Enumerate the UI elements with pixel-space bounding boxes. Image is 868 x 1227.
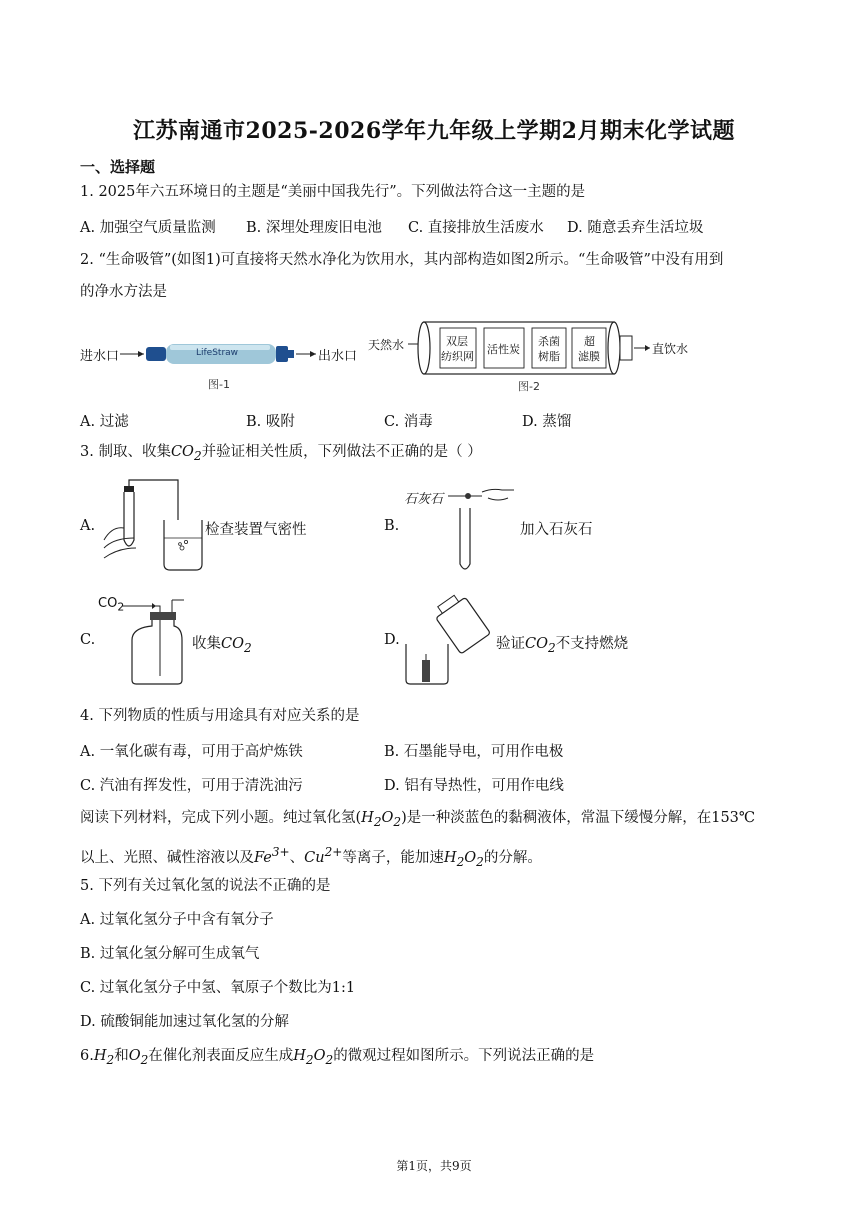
q4-option-c: C. 汽油有挥发性，可用于清洗油污: [80, 778, 303, 794]
q5-option-b: B. 过氧化氢分解可生成氧气: [80, 946, 260, 962]
co2-formula: $CO_2$: [170, 444, 202, 463]
fig2-inlet-label: 天然水: [368, 338, 405, 352]
page-footer: 第1页，共9页: [396, 1159, 472, 1173]
q3-option-a-text: 检查装置气密性: [205, 522, 307, 538]
reading-line-1: 阅读下列材料，完成下列小题。纯过氧化氢$(H_2O_2)$是一种淡蓝色的黏稠液体，常温下缓慢分解，在153℃: [80, 810, 756, 829]
q3-apparatus-d: [402, 594, 492, 686]
q5-option-a: A. 过氧化氢分子中含有氧分子: [80, 912, 274, 928]
h2o2-formula: $H_2O_2$: [361, 810, 402, 829]
q1-option-d: D. 随意丢弃生活垃圾: [567, 220, 704, 236]
q1-option-a: A. 加强空气质量监测: [80, 220, 216, 236]
q2-stem-line1: 2. “生命吸管”(如图1)可直接将天然水净化为饮用水，其内部构造如图2所示。“生命吸管”中没有用到: [80, 252, 724, 268]
layer-resin-bottom: 树脂: [538, 350, 560, 363]
q5-stem: 5. 下列有关过氧化氢的说法不正确的是: [80, 878, 331, 894]
section-heading: 一、选择题: [80, 158, 156, 176]
figure-2-structure: [368, 316, 698, 396]
candle-co2-drawing: [402, 594, 492, 686]
layer-resin-top: 杀菌: [538, 335, 560, 348]
q3-apparatus-b: [448, 484, 518, 574]
figure-1-life-straw: [80, 318, 360, 394]
layer-double-mesh-top: 双层: [446, 335, 468, 348]
fig1-outlet-label: 出水口: [318, 349, 358, 364]
q2-option-b: B. 吸附: [246, 414, 295, 430]
q5-option-d: D. 硫酸铜能加速过氧化氢的分解: [80, 1014, 289, 1030]
q3-option-b-letter: B.: [384, 518, 400, 534]
q1-option-b: B. 深埋处理废旧电池: [246, 220, 382, 236]
q3-option-b-text: 加入石灰石: [520, 522, 593, 538]
q4-option-a: A. 一氧化碳有毒，可用于高炉炼铁: [80, 744, 303, 760]
q2-option-d: D. 蒸馏: [522, 414, 572, 430]
q3-option-c-text: 收集$CO_2$: [192, 636, 252, 655]
q2-option-c: C. 消毒: [384, 414, 433, 430]
q2-option-a: A. 过滤: [80, 414, 129, 430]
q3-option-d-text: 验证$CO_2$不支持燃烧: [496, 636, 629, 655]
gas-collection-bottle-drawing: [122, 596, 190, 686]
fig2-outlet-label: 直饮水: [652, 342, 689, 356]
q1-option-c: C. 直接排放生活废水: [408, 220, 544, 236]
q3-stem: 3. 制取、收集$CO_2$并验证相关性质，下列做法不正确的是（ ）: [80, 444, 482, 463]
q6-stem: $6.H_2$和$O_2$在催化剂表面反应生成$H_2O_2$的微观过程如图所示。下列说法正确的是: [80, 1048, 595, 1067]
layer-activated-carbon: 活性炭: [487, 343, 520, 356]
cu2-ion: $Cu^{2+}$: [304, 845, 343, 866]
q3-apparatus-c: [122, 596, 190, 686]
straw-brand-logo: LifeStraw: [196, 348, 239, 358]
add-limestone-drawing: [448, 484, 518, 574]
q5-option-c: C. 过氧化氢分子中氢、氧原子个数比为1:1: [80, 980, 356, 996]
co2-inlet-label: $CO_2$: [98, 596, 125, 614]
layer-double-mesh-bottom: 纺织网: [441, 350, 474, 363]
layer-ultrafilter-top: 超: [584, 335, 595, 348]
fig2-caption: 图-2: [518, 380, 540, 393]
q4-option-b: B. 石墨能导电，可用作电极: [384, 744, 564, 760]
q2-stem-line2: 的净水方法是: [80, 284, 167, 300]
page-title: 江苏南通市2025-2026学年九年级上学期2月期末化学试题: [133, 118, 735, 144]
layer-ultrafilter-bottom: 滤膜: [578, 350, 600, 363]
q3-option-d-letter: D.: [384, 632, 400, 648]
fig1-inlet-label: 进水口: [80, 349, 120, 364]
q3-apparatus-a: [96, 478, 206, 574]
reading-line-2: 以上、光照、碱性溶液以及$Fe^{3+}$、$Cu^{2+}$等离子，能加速$H_2O_2$的分解。: [80, 845, 542, 869]
fe3-ion: $Fe^{3+}$: [254, 845, 290, 866]
q3-option-a-letter: A.: [80, 518, 96, 534]
limestone-label: 石灰石: [404, 492, 444, 507]
q4-option-d: D. 铝有导热性，可用作电线: [384, 778, 564, 794]
fig1-caption: 图-1: [208, 378, 230, 391]
airtightness-check-drawing: [96, 478, 206, 574]
q3-option-c-letter: C.: [80, 632, 96, 648]
q4-stem: 4. 下列物质的性质与用途具有对应关系的是: [80, 708, 360, 724]
q1-stem: 1. 2025年六五环境日的主题是“美丽中国我先行”。下列做法符合这一主题的是: [80, 184, 586, 200]
